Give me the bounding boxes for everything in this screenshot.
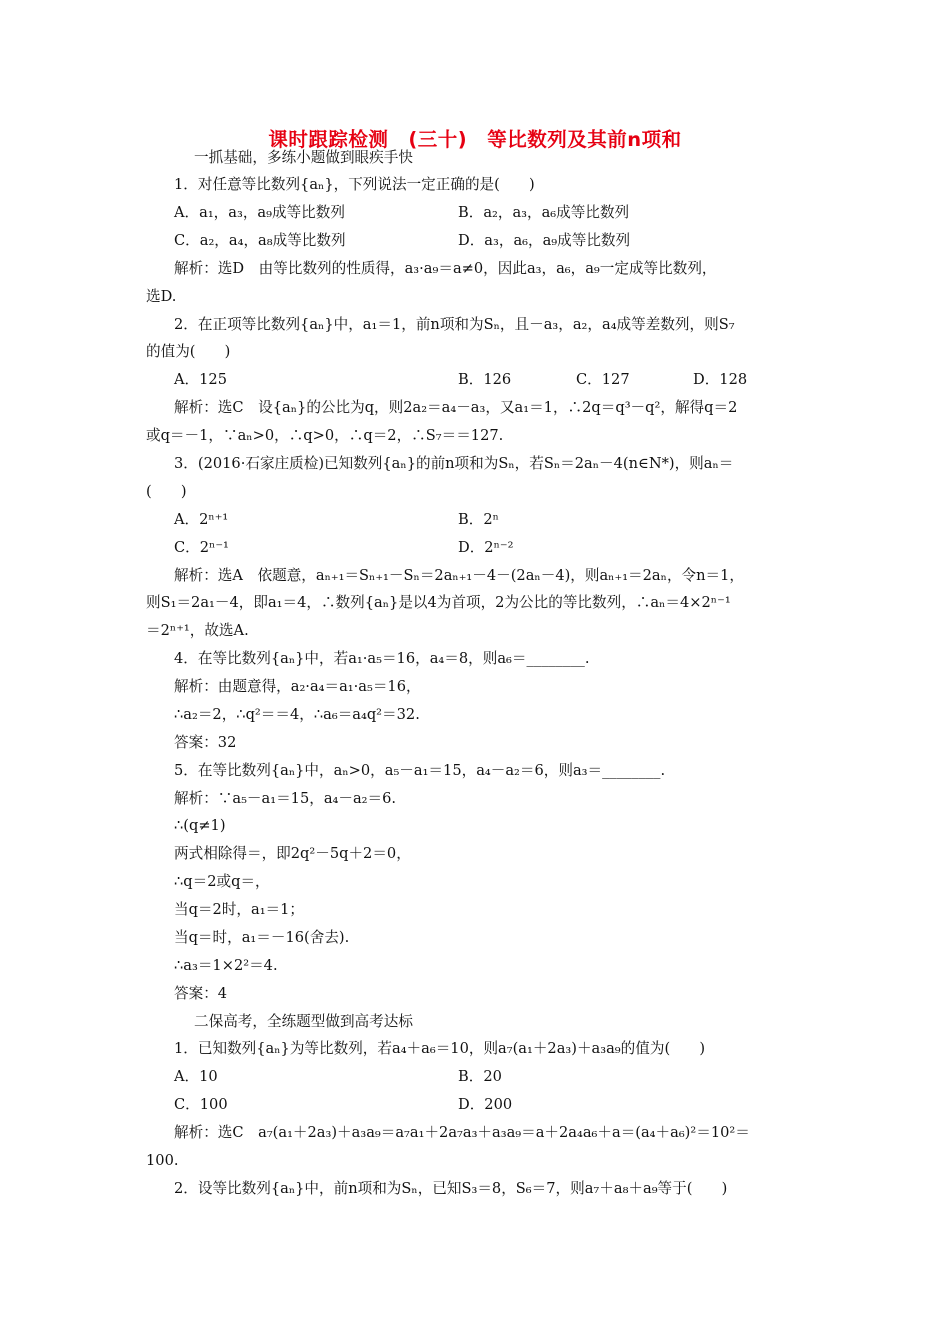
question-stem: 2．设等比数列{aₙ}中，前n项和为Sₙ，已知S₃＝8，S₆＝7，则a₇＋a₈＋a₉等于( ): [174, 1180, 728, 1197]
option-b: B．126: [458, 371, 512, 388]
solution-text: 选D.: [146, 288, 177, 305]
solution-text: 两式相除得＝，即2q²－5q＋2＝0，: [174, 845, 411, 862]
solution-text: 当q＝时，a₁＝－16(舍去).: [174, 929, 350, 946]
solution-text: ∴(q≠1): [174, 817, 226, 834]
option-c: C．a₂，a₄，a₈成等比数列: [174, 232, 346, 249]
solution-text: ∴a₂＝2，∴q²＝＝4，∴a₆＝a₄q²＝32.: [174, 706, 420, 723]
question-stem: 4．在等比数列{aₙ}中，若a₁·a₅＝16，a₄＝8，则a₆＝________.: [174, 650, 590, 667]
question-stem: 5．在等比数列{aₙ}中，aₙ>0，a₅－a₁＝15，a₄－a₂＝6，则a₃＝________.: [174, 762, 666, 779]
solution-text: ∴a₃＝1×2²＝4.: [174, 957, 278, 974]
question-stem: ( ): [146, 483, 187, 500]
option-c: C．100: [174, 1096, 228, 1113]
answer-text: 答案：32: [174, 734, 237, 751]
solution-text: 或q＝－1，∵aₙ>0，∴q>0，∴q＝2，∴S₇＝＝127.: [146, 427, 504, 444]
question-stem: 2．在正项等比数列{aₙ}中，a₁＝1，前n项和为Sₙ，且－a₃，a₂，a₄成等差数列，则S₇: [174, 316, 735, 333]
question-stem: 3．(2016·石家庄质检)已知数列{aₙ}的前n项和为Sₙ，若Sₙ＝2aₙ－4(n∈N*)，则aₙ＝: [174, 455, 734, 472]
option-d: D．a₃，a₆，a₉成等比数列: [458, 232, 631, 249]
option-c: C．2ⁿ⁻¹: [174, 539, 229, 556]
solution-text: 解析：选D 由等比数列的性质得，a₃·a₉＝a≠0，因此a₃，a₆，a₉一定成等比数列，: [174, 260, 717, 277]
question-stem: 1．对任意等比数列{aₙ}，下列说法一定正确的是( ): [174, 176, 535, 193]
solution-text: 当q＝2时，a₁＝1；: [174, 901, 305, 918]
option-d: D．200: [458, 1096, 513, 1113]
option-a: A．2ⁿ⁺¹: [174, 511, 229, 528]
solution-text: 解析：由题意得，a₂·a₄＝a₁·a₅＝16，: [174, 678, 421, 695]
solution-text: ∴q＝2或q＝，: [174, 873, 270, 890]
question-stem: 的值为( ): [146, 343, 231, 360]
solution-text: 则S₁＝2a₁－4，即a₁＝4，∴数列{aₙ}是以4为首项，2为公比的等比数列，∴aₙ＝4×2ⁿ⁻¹: [146, 594, 731, 611]
option-d: D．128: [693, 371, 748, 388]
solution-text: 解析：选C a₇(a₁＋2a₃)＋a₃a₉＝a₇a₁＋2a₇a₃＋a₃a₉＝a＋2a₄a₆＋a＝(a₄＋a₆)²＝10²＝: [174, 1124, 750, 1141]
solution-text: ＝2ⁿ⁺¹，故选A.: [146, 622, 249, 639]
solution-text: 解析：∵a₅－a₁＝15，a₄－a₂＝6.: [174, 790, 397, 807]
section-heading: 二保高考，全练题型做到高考达标: [194, 1013, 413, 1030]
option-b: B．2ⁿ: [458, 511, 499, 528]
option-a: A．10: [174, 1068, 218, 1085]
option-a: A．125: [174, 371, 227, 388]
option-d: D．2ⁿ⁻²: [458, 539, 514, 556]
answer-text: 答案：4: [174, 985, 228, 1002]
option-b: B．a₂，a₃，a₆成等比数列: [458, 204, 630, 221]
section-heading: 一抓基础，多练小题做到眼疾手快: [194, 149, 413, 166]
question-stem: 1．已知数列{aₙ}为等比数列，若a₄＋a₆＝10，则a₇(a₁＋2a₃)＋a₃a₉的值为( ): [174, 1040, 706, 1057]
option-a: A．a₁，a₃，a₉成等比数列: [174, 204, 345, 221]
option-b: B．20: [458, 1068, 502, 1085]
option-c: C．127: [576, 371, 630, 388]
solution-text: 解析：选C 设{aₙ}的公比为q，则2a₂＝a₄－a₃，又a₁＝1，∴2q＝q³－q²，解得q＝2: [174, 399, 738, 416]
solution-text: 100.: [146, 1152, 179, 1169]
solution-text: 解析：选A 依题意，aₙ₊₁＝Sₙ₊₁－Sₙ＝2aₙ₊₁－4－(2aₙ－4)，则aₙ₊₁＝2aₙ，令n＝1，: [174, 567, 745, 584]
page-title: 课时跟踪检测 (三十) 等比数列及其前n项和: [268, 128, 682, 151]
